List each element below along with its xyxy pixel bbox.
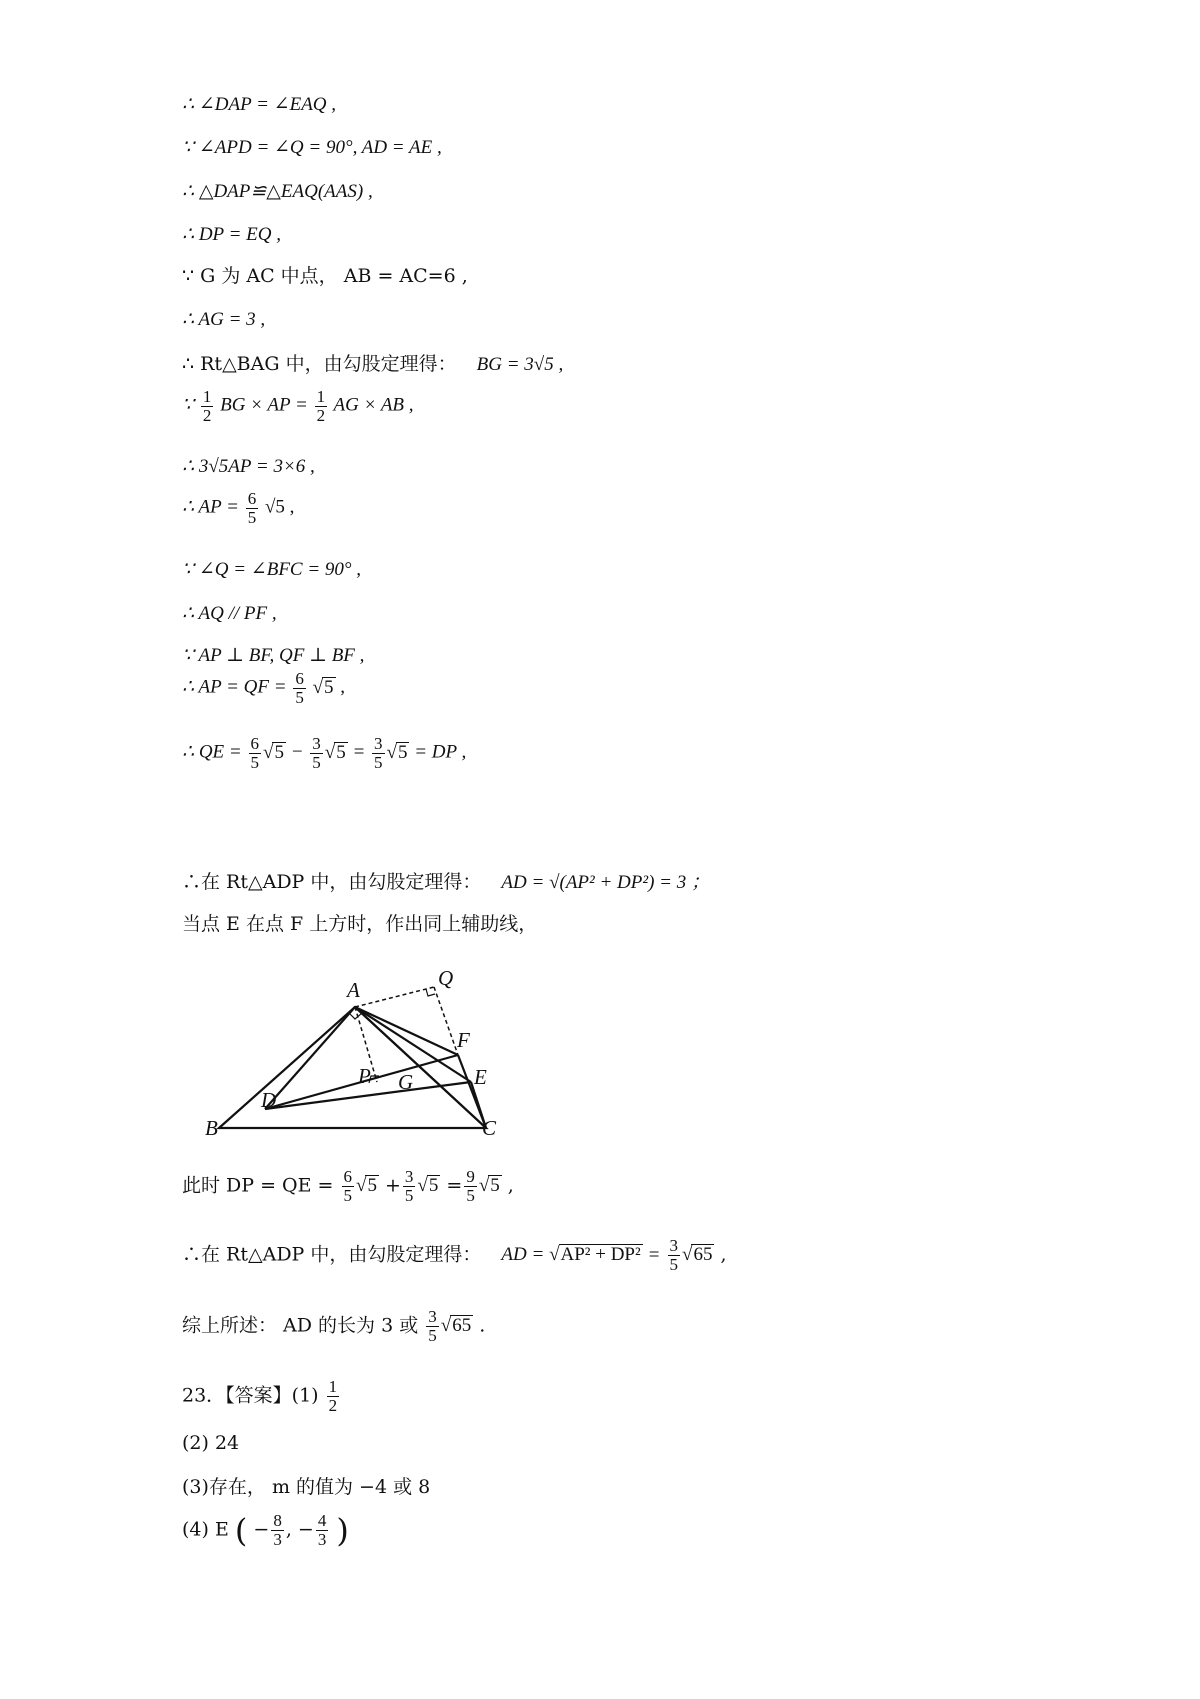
fraction-three-fifths-2: $\frac{3}{5}$ [374, 734, 383, 772]
line-1: ∴ ∠DAP = ∠EAQ , [182, 94, 337, 115]
fraction-three-fifths-5: $\frac{3}{5}$ [428, 1307, 437, 1345]
line-18: 此时 DP = QE = $\frac{6}{5}$ √5 + $\frac{3}{5}$ √5 = $\frac{9}{5}$ √5 , [182, 1167, 514, 1205]
line-14: ∴ AP = QF = $\frac{6}{5}$ √5 , [182, 669, 346, 707]
fraction-answer-half: $\frac{1}{2}$ [328, 1377, 338, 1415]
segment-ac-inner [355, 1007, 486, 1128]
fraction-six-fifths-2: $\frac{6}{5}$ [295, 669, 304, 707]
geometry-figure [205, 965, 505, 1145]
line-13: ∵ AP ⊥ BF, QF ⊥ BF , [182, 645, 365, 666]
dashed-aq [355, 987, 434, 1007]
label-q: Q [438, 966, 454, 990]
segment-af [355, 1007, 458, 1055]
label-c: C [482, 1116, 497, 1140]
line-24: (4) E ( − $\frac{8}{3}$ , − $\frac{4}{3}$ ) [182, 1511, 349, 1550]
line-23: (3)存在， m 的值为 −4 或 8 [182, 1476, 431, 1498]
line-8: ∵ $\frac{1}{2}$ BG × AP = $\frac{1}{2}$ AG × AB , [182, 387, 414, 425]
line-20: 综上所述： AD 的长为 3 或 $\frac{3}{5}$ √65 . [182, 1307, 486, 1345]
fraction-half: $\frac{1}{2}$ [202, 387, 212, 425]
fraction-three-fifths-3: $\frac{3}{5}$ [404, 1167, 414, 1205]
fraction-six-fifths-4: $\frac{6}{5}$ [343, 1167, 353, 1205]
line-12: ∴ AQ // PF , [182, 603, 277, 624]
line-6: ∴ AG = 3 , [182, 309, 266, 330]
line-3: ∴ △DAP≌△EAQ(AAS) , [182, 181, 373, 202]
label-p: P [358, 1064, 371, 1088]
label-g: G [398, 1070, 414, 1094]
fraction-three-fifths-4: $\frac{3}{5}$ [669, 1236, 679, 1274]
line-15: ∴ QE = $\frac{6}{5}$ √5 − $\frac{3}{5}$ √5 = $\frac{3}{5}$ √5 = DP , [182, 734, 467, 772]
label-e: E [474, 1065, 487, 1089]
triangle-abc [219, 1007, 486, 1128]
fraction-three-fifths: $\frac{3}{5}$ [312, 734, 321, 772]
label-d: D [261, 1088, 277, 1112]
fraction-six-fifths-3: $\frac{6}{5}$ [250, 734, 259, 772]
line-rt-adp-1: ∴在 Rt△ADP 中，由勾股定理得： AD = √(AP² + DP²) = 3 ； [182, 871, 710, 893]
label-b: B [205, 1116, 218, 1140]
line-11: ∵ ∠Q = ∠BFC = 90° , [182, 559, 362, 580]
segment-ad [265, 1007, 355, 1109]
line-2: ∵ ∠APD = ∠Q = 90°, AD = AE , [182, 137, 442, 158]
line-4: ∴ DP = EQ , [182, 224, 281, 245]
line-9: ∴ 3√5AP = 3×6 , [182, 456, 315, 477]
line-21: 23．【答案】(1) $\frac{1}{2}$ [182, 1377, 338, 1415]
line-19: ∴在 Rt△ADP 中，由勾股定理得： AD = √AP² + DP² = $\frac{3}{5}$ √65 , [182, 1236, 727, 1274]
line-17: 当点 E 在点 F 上方时，作出同上辅助线， [182, 913, 538, 935]
line-7: ∴ Rt△BAG 中，由勾股定理得： BG = 3√5 , [182, 353, 564, 375]
line-5: ∵ G 为 AC 中点， AB = AC=6 , [182, 265, 468, 287]
fraction-nine-fifths: $\frac{9}{5}$ [466, 1167, 475, 1205]
line-22: (2) 24 [182, 1432, 240, 1454]
fraction-four-thirds: $\frac{4}{3}$ [317, 1511, 327, 1549]
line-10: ∴ AP = $\frac{6}{5}$ √5 , [182, 489, 295, 527]
label-f: F [457, 1028, 470, 1052]
fraction-six-fifths: $\frac{6}{5}$ [247, 489, 257, 527]
fraction-half-2: $\frac{1}{2}$ [316, 387, 326, 425]
fraction-eight-thirds: $\frac{8}{3}$ [273, 1511, 282, 1549]
label-a: A [347, 978, 360, 1002]
